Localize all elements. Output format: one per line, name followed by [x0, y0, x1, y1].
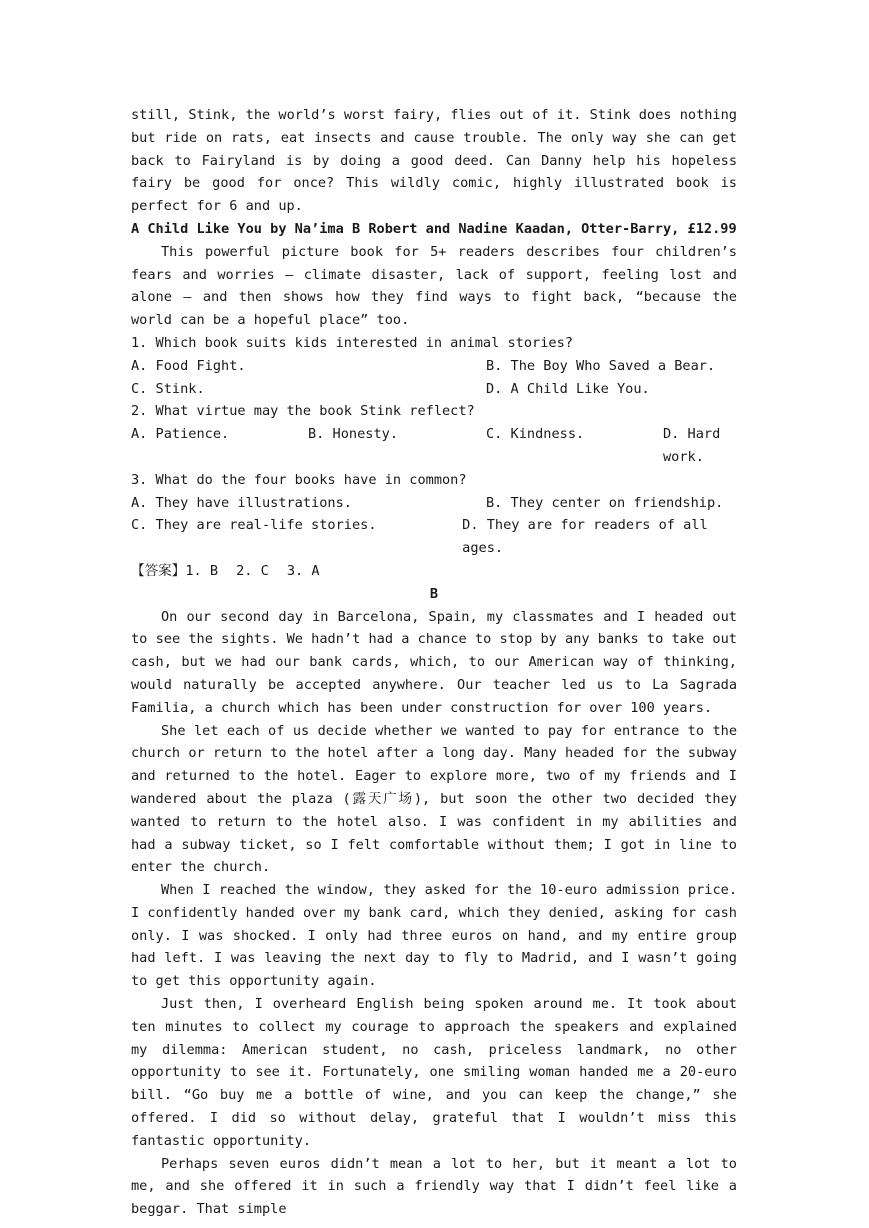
answer-label: 【答案】 [131, 562, 186, 579]
passage-paragraph: Just then, I overheard English being spoken around me. It took about ten minutes to collect my courage to approach the speakers and explained my dilemma: American student, no cash, priceless landmark, no other opportunity to see it. Fortunately, one smiling woman handed me a 20-euro bill. “Go buy me a bottle of wine, and you can keep the change,” she offered. I did so without delay, grateful that I wouldn’t miss this fantastic opportunity. [131, 996, 737, 1149]
passage-paragraph: She let each of us decide whether we wanted to pay for entrance to the church or return to the hotel after a long day. Many headed for the subway and returned to the hotel. Eager to explore more, two of my friends and I wandered about the plaza (露天广场), but soon the other two decided they wanted to return to the hotel also. I was confident in my abilities and had a subway ticket, so I felt comfortable without them; I got in line to enter the church. [131, 722, 737, 876]
option-c: C. Stink. [131, 380, 205, 397]
option-b: B. Honesty. [308, 426, 399, 443]
question-3-stem: 3. What do the four books have in common? [131, 471, 467, 488]
answer-3: 3. A [286, 562, 320, 579]
answer-2: 2. C [236, 562, 269, 579]
stink-description: still, Stink, the world’s worst fairy, flies out of it. Stink does nothing but ride on rats, eat insects and cause trouble. The only way she can get back to Fairyland is by doing a good deed. Can Danny help his hopeless fairy be good for once? This wildly comic, highly illustrated book is perfect for 6 and up. [131, 107, 737, 215]
option-c: C. Kindness. [486, 426, 585, 443]
option-d: D. A Child Like You. [486, 380, 650, 397]
child-like-you-description: This powerful picture book for 5+ readers describes four children’s fears and worries — climate disaster, lack of support, feeling lost and alone — and then shows how they find ways to fight back, “because the world can be a hopeful place” too. [131, 243, 737, 329]
answer-1: 1. B [185, 562, 219, 579]
question-3-options [131, 492, 737, 515]
book-title-child-like-you: A Child Like You by Na’ima B Robert and Nadine Kaadan, Otter-Barry, £12.99 [131, 220, 737, 237]
question-3-options-2 [131, 514, 737, 560]
answer-line [131, 560, 737, 583]
option-a: A. They have illustrations. [131, 494, 352, 511]
option-b: B. The Boy Who Saved a Bear. [486, 357, 716, 374]
passage-paragraph: Perhaps seven euros didn’t mean a lot to her, but it meant a lot to me, and she offered it in such a friendly way that I didn’t feel like a beggar. That simple [131, 1155, 737, 1218]
question-1-options [131, 355, 737, 378]
question-1-stem: 1. Which book suits kids interested in animal stories? [131, 334, 573, 351]
passage-paragraph: When I reached the window, they asked for the 10-euro admission price. I confidently handed over my bank card, which they denied, asking for cash only. I was shocked. I only had three euros on hand, and my entire group had left. I was leaving the next day to fly to Madrid, and I wasn’t going to get this opportunity again. [131, 882, 737, 990]
question-2-options [131, 423, 737, 469]
option-d: D. They are for readers of all ages. [462, 517, 708, 557]
question-1-options-2 [131, 378, 737, 401]
option-b: B. They center on friendship. [486, 494, 724, 511]
option-a: A. Patience. [131, 426, 230, 443]
option-a: A. Food Fight. [131, 357, 246, 374]
section-heading: B [429, 585, 439, 602]
passage-paragraph: On our second day in Barcelona, Spain, my classmates and I headed out to see the sights. We hadn’t had a chance to stop by any banks to take out cash, but we had our bank cards, which, to our American way of thinking, would naturally be accepted anywhere. Our teacher led us to La Sagrada Familia, a church which has been under construction for over 100 years. [131, 608, 737, 716]
question-2-stem: 2. What virtue may the book Stink reflect? [131, 403, 475, 420]
option-c: C. They are real-life stories. [131, 517, 377, 534]
option-d: D. Hard work. [663, 426, 721, 465]
document-page [131, 104, 737, 1221]
